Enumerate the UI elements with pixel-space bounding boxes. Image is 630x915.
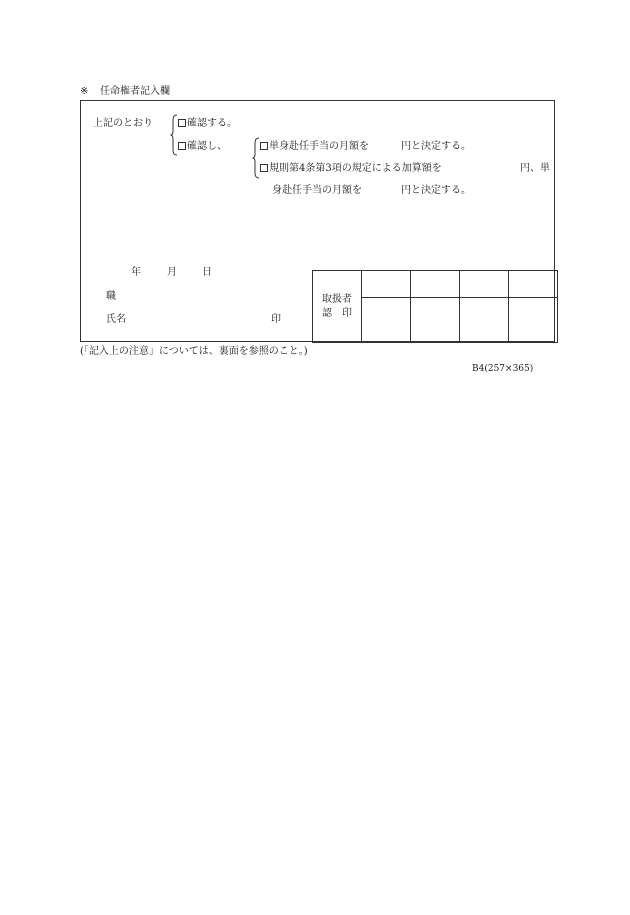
stamp-cell[interactable]	[362, 271, 411, 298]
checkbox-confirm[interactable]	[178, 119, 186, 127]
handler-label-1: 取扱者	[322, 293, 352, 305]
sub-option-single-allowance[interactable]	[260, 141, 369, 153]
stamp-cell[interactable]	[411, 298, 460, 343]
handler-stamp-table	[312, 270, 558, 343]
footer-note: (「記入上の注意」については、裏面を参照のこと。)	[80, 346, 308, 357]
checkbox-single-allowance[interactable]	[260, 142, 268, 150]
sub-option-2-cont-b: 円と決定する。	[401, 185, 471, 196]
left-brace-icon	[170, 114, 178, 156]
stamp-cell[interactable]	[509, 271, 558, 298]
section-title: 任命権者記入欄	[100, 86, 170, 97]
position-label: 職	[106, 291, 116, 302]
sub-option-additional-amount[interactable]	[260, 163, 442, 175]
stamp-cell[interactable]	[411, 271, 460, 298]
stamp-cell[interactable]	[460, 298, 509, 343]
stamp-cell[interactable]	[509, 298, 558, 343]
left-brace-icon	[252, 137, 260, 179]
date-year-label: 年	[131, 267, 141, 278]
handler-label-2: 認 印	[322, 307, 352, 319]
stamp-cell[interactable]	[460, 271, 509, 298]
sub-option-1-text-a: 単身赴任手当の月額を	[269, 141, 369, 152]
stamp-cell[interactable]	[362, 298, 411, 343]
option-confirm-and[interactable]	[178, 141, 227, 153]
option-confirm-and-label: 確認し、	[187, 141, 227, 152]
date-month-label: 月	[167, 267, 177, 278]
seal-label: 印	[271, 314, 281, 325]
intro-text: 上記のとおり	[93, 118, 153, 129]
sub-option-1-text-b: 円と決定する。	[401, 141, 471, 152]
sub-option-2-text-b: 円、単	[520, 163, 550, 174]
checkbox-additional-amount[interactable]	[260, 164, 268, 172]
sub-option-2-text-a: 規則第4条第3項の規定による加算額を	[269, 163, 442, 174]
checkbox-confirm-and[interactable]	[178, 142, 186, 150]
option-confirm[interactable]	[178, 118, 237, 130]
option-confirm-label: 確認する。	[187, 118, 237, 129]
sub-option-2-cont-a: 身赴任手当の月額を	[272, 185, 362, 196]
paper-size-label: B4(257×365)	[472, 364, 534, 374]
date-day-label: 日	[202, 267, 212, 278]
name-label: 氏名	[106, 314, 126, 325]
section-mark: ※	[80, 86, 89, 97]
handler-label-cell	[313, 271, 362, 343]
